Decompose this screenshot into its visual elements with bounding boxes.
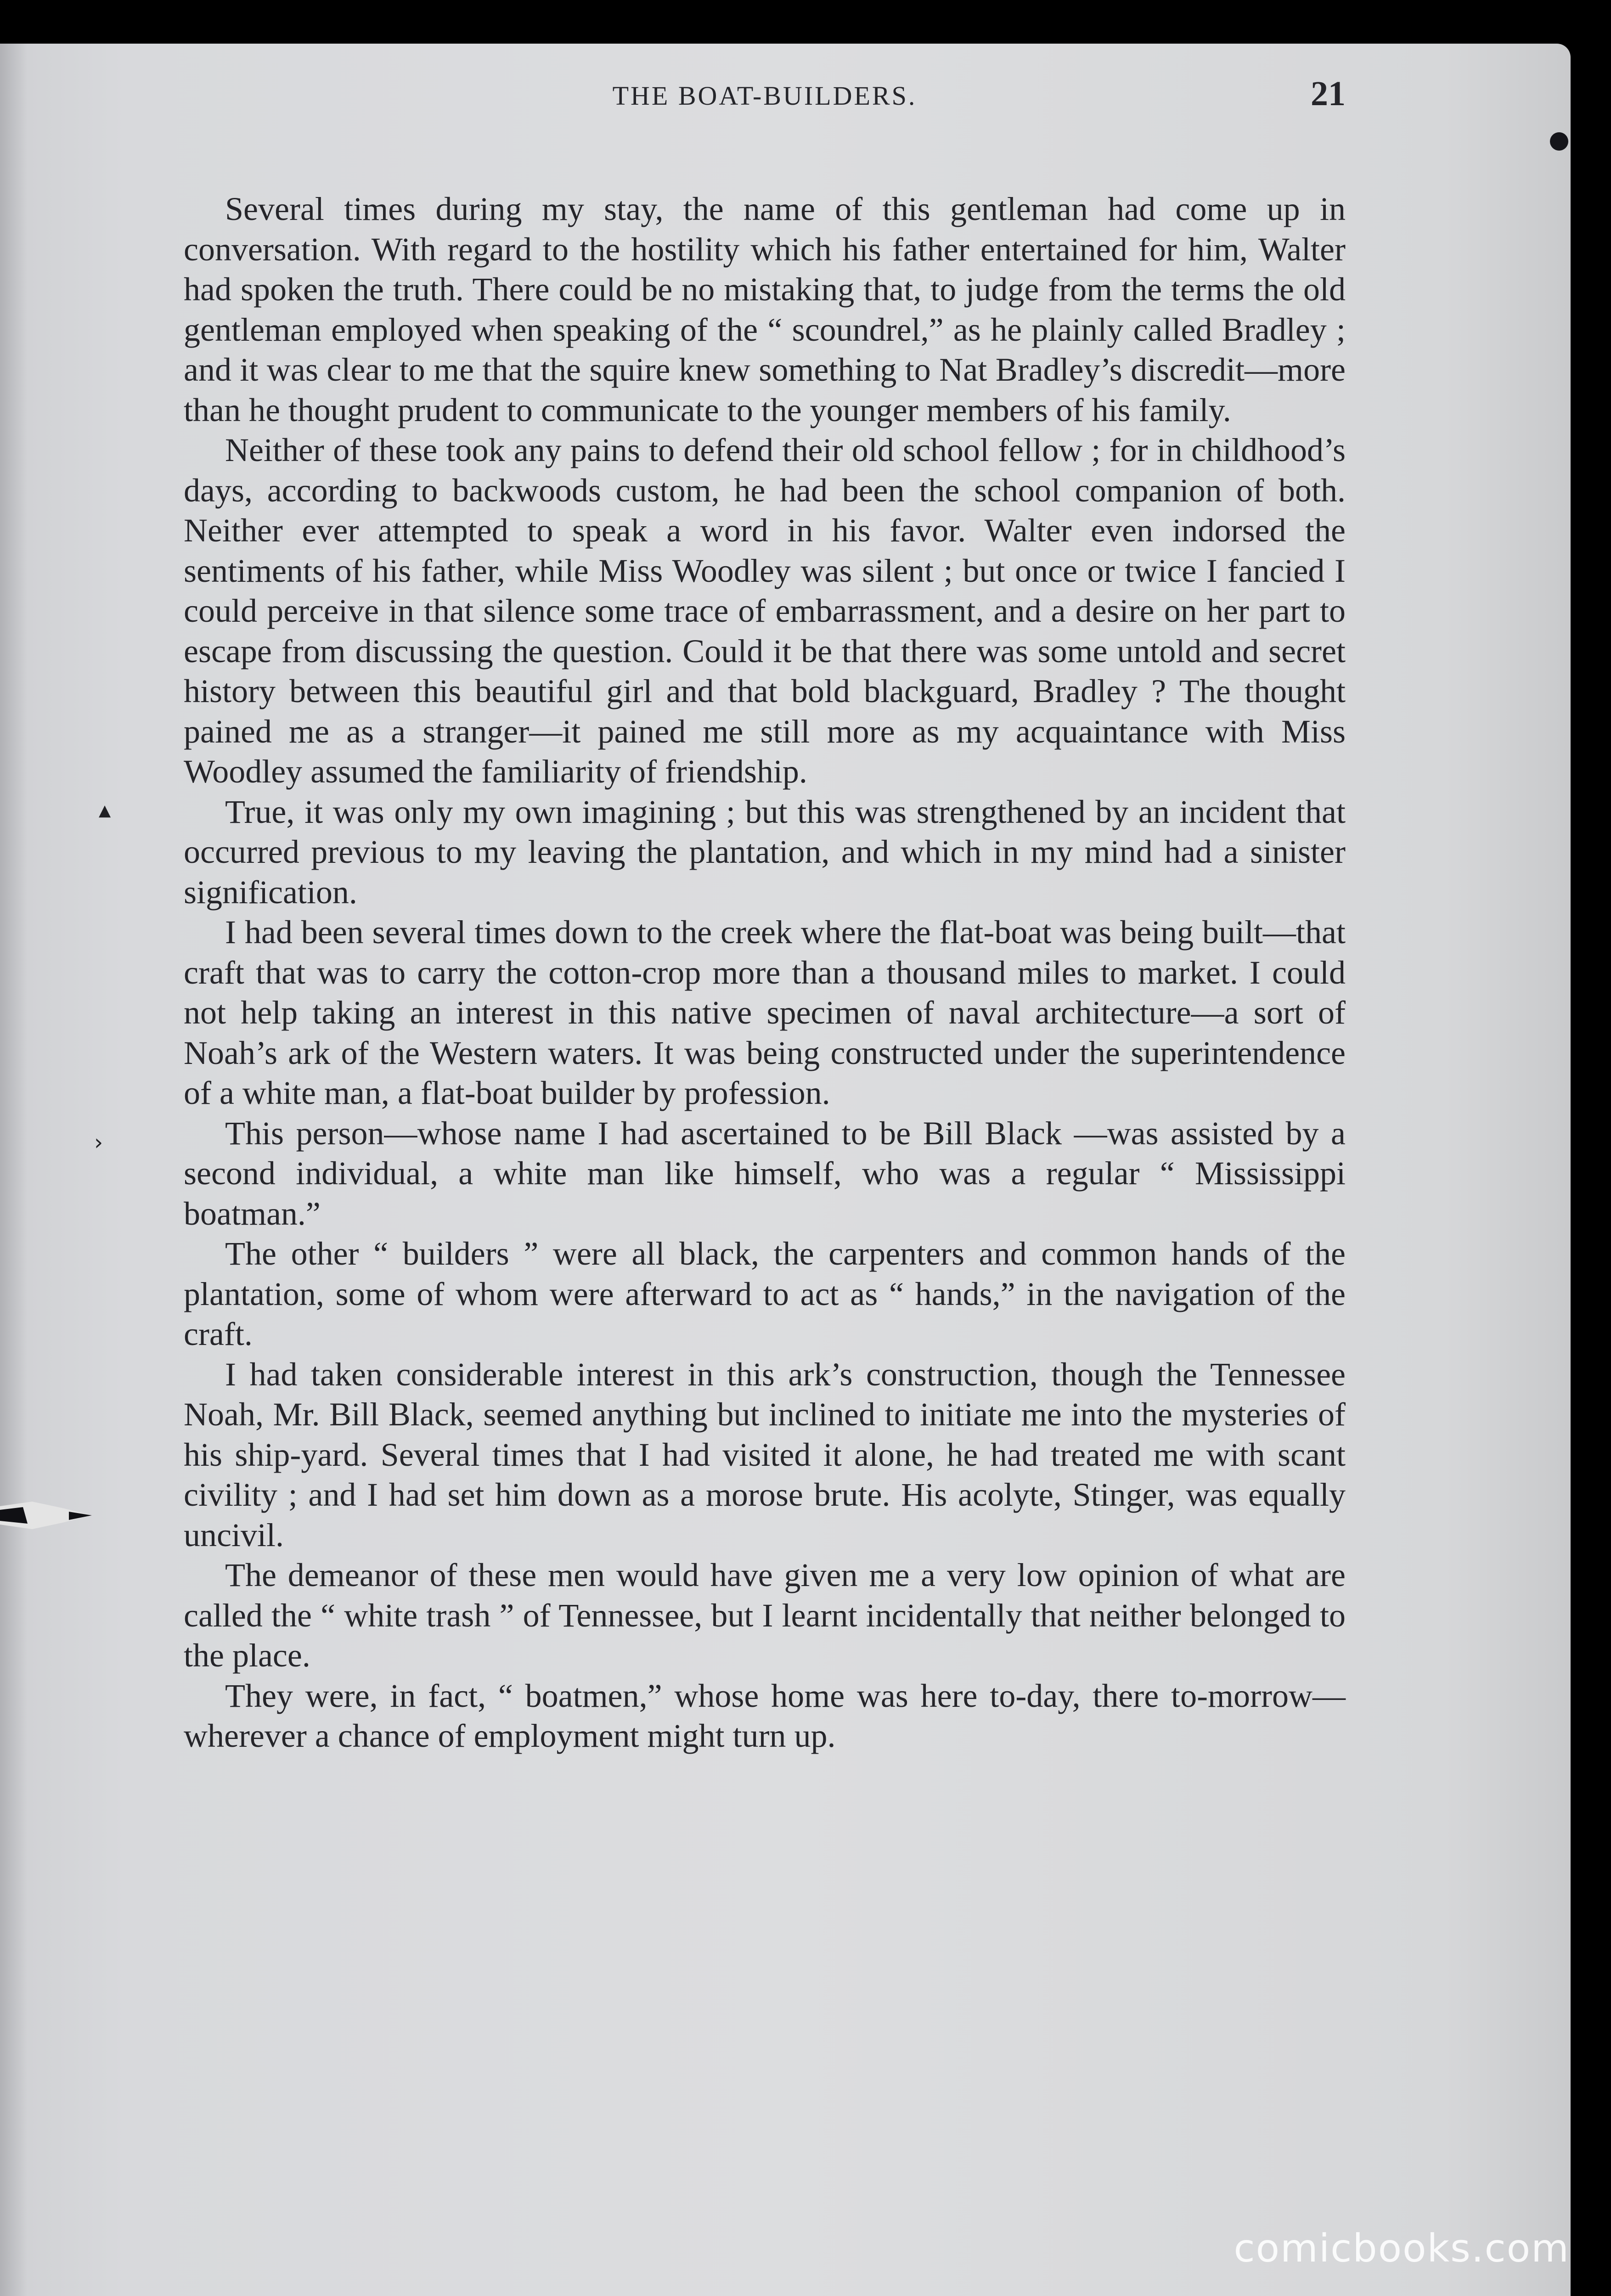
watermark-text: comicbooks.com: [1234, 2226, 1570, 2271]
body-text: [184, 189, 1346, 1756]
binding-tape-graphic: [0, 1497, 92, 1534]
running-header: [184, 74, 1346, 122]
paragraph: The demeanor of these men would have given me a very low opinion of what are called the “ white trash ” of Tennessee, but I learnt incidentally that neither belonged to the place.: [184, 1557, 1346, 1674]
paragraph: Several times during my stay, the name of this gentleman had come up in conversation. With regard to the hostility which his father entertained for him, Walter had spoken the truth. There could be no mistaking that, to judge from the terms the old gentleman employed when speaking of the “ scoundrel,” as he plainly called Bradley ; and it was clear to me that the squire knew something to Nat Bradley’s discredit—more than he thought prudent to communicate to the younger members of his family.: [184, 191, 1346, 428]
margin-mark: ›: [94, 1130, 103, 1155]
running-title: THE BOAT-BUILDERS.: [612, 81, 917, 111]
page-edge-mark: [1550, 132, 1568, 151]
paragraph: Neither of these took any pains to defend their old school fellow ; for in childhood’s days, according to backwoods custom, he had been the school companion of both. Neither ever attempted to speak a word in his favor. Walter even indorsed the sentiments of his father, while Miss Woodley was silent ; but once or twice I fancied I could perceive in that silence some trace of embarrassment, and a desire on her part to escape from discussing the question. Could it be that there was some untold and secret history between this beautiful girl and that bold blackguard, Bradley ? The thought pained me as a stranger—it pained me still more as my acquaintance with Miss Woodley assumed the familiarity of friendship.: [184, 432, 1346, 790]
page-number: 21: [1311, 74, 1346, 113]
margin-mark: ▲: [99, 801, 111, 820]
paragraph: The other “ builders ” were all black, the carpenters and common hands of the plantation, some of whom were afterward to act as “ hands,” in the navigation of the craft.: [184, 1235, 1346, 1352]
paragraph: I had been several times down to the creek where the flat-boat was being built—that craft that was to carry the cotton-crop more than a thousand miles to market. I could not help taking an interest in this native specimen of naval architecture—a sort of Noah’s ark of the Western waters. It was being constructed under the superintendence of a white man, a flat-boat builder by profession.: [184, 914, 1346, 1111]
paragraph: I had taken considerable interest in this ark’s construction, though the Tennessee Noah, Mr. Bill Black, seemed anything but inclined to initiate me into the mysteries of his ship-yard. Several times that I had visited it alone, he had treated me with scant civility ; and I had set him down as a morose brute. His acolyte, Stinger, was equally uncivil.: [184, 1356, 1346, 1553]
spine-shadow: [0, 44, 28, 2296]
paragraph: True, it was only my own imagining ; but this was strengthened by an incident that occurred previous to my leaving the plantation, and which in my mind had a sinister signification.: [184, 793, 1346, 911]
paragraph: They were, in fact, “ boatmen,” whose home was here to-day, there to-morrow—wherever a chance of employment might turn up.: [184, 1677, 1346, 1754]
paragraph: This person—whose name I had ascertained to be Bill Black —was assisted by a second individual, a white man like himself, who was a regular “ Mississippi boatman.”: [184, 1114, 1346, 1232]
